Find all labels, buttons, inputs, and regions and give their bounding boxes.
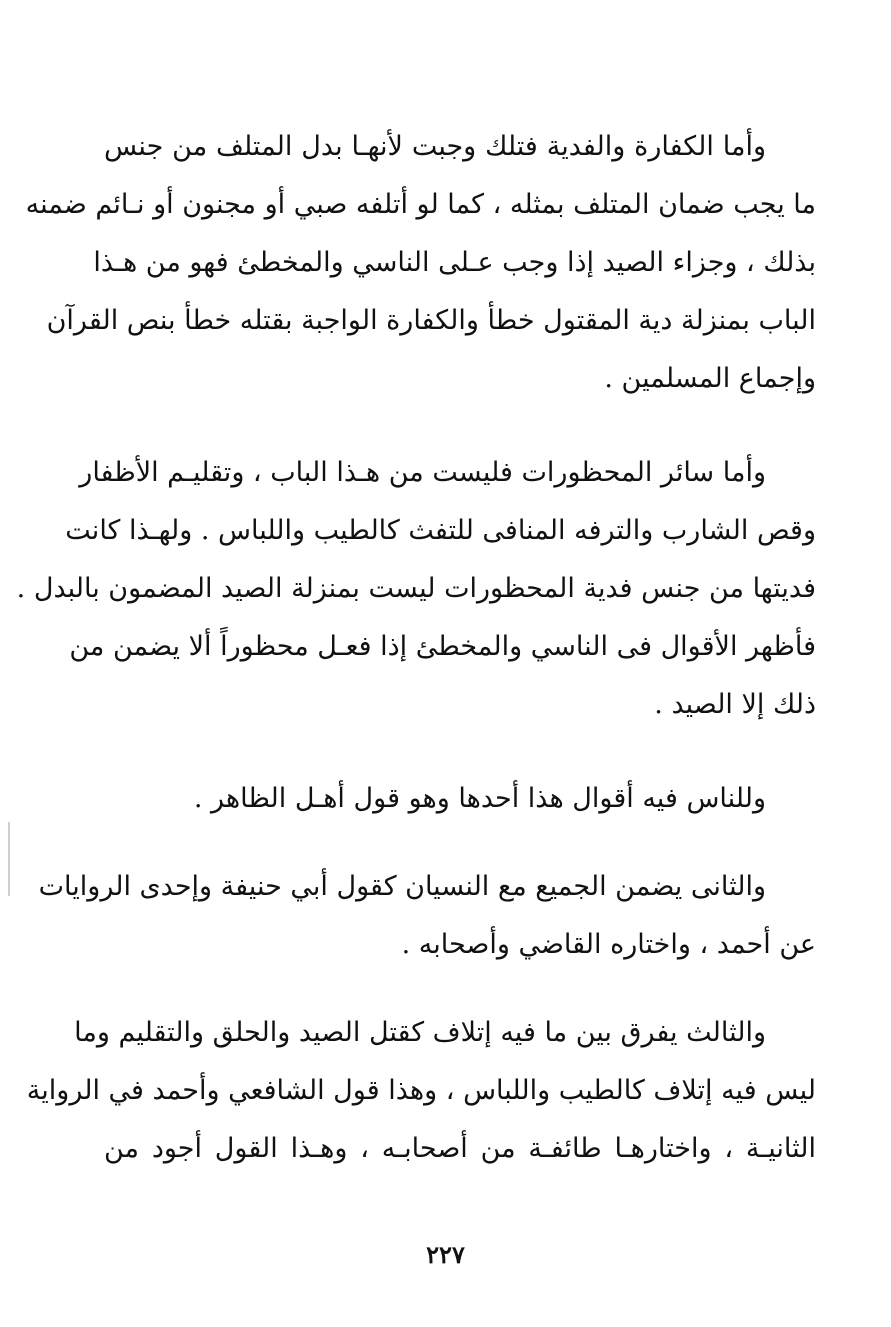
text-line: ما يجب ضمان المتلف بمثله ، كما لو أتلفه صبي أو مجنون أو نـائم ضمنه xyxy=(25,189,816,220)
paragraph-1 xyxy=(25,118,816,408)
text-line: ليس فيه إتلاف كالطيب واللباس ، وهذا قول الشافعي وأحمد في الرواية xyxy=(26,1075,816,1106)
text-line: بذلك ، وجزاء الصيد إذا وجب عـلى الناسي والمخطئ فهو من هـذا xyxy=(93,247,816,278)
text-line: والثالث يفرق بين ما فيه إتلاف كقتل الصيد والحلق والتقليم وما xyxy=(74,1017,766,1048)
paragraph-4 xyxy=(38,858,816,974)
text-line: ذلك إلا الصيد . xyxy=(654,689,816,720)
text-line: الثانيـة ، واختارهـا طائفـة من أصحابـه ، وهـذا القول أجود من xyxy=(104,1133,816,1164)
text-line: وللناس فيه أقوال هذا أحدها وهو قول أهـل الظاهر . xyxy=(193,783,766,814)
text-line: وإجماع المسلمين . xyxy=(604,363,816,394)
paragraph-2 xyxy=(16,444,816,734)
text-line: وأما سائر المحظورات فليست من هـذا الباب ، وتقليـم الأظفار xyxy=(79,457,766,488)
paragraph-5 xyxy=(26,1004,816,1178)
text-line: فديتها من جنس فدية المحظورات ليست بمنزلة الصيد المضمون بالبدل . xyxy=(16,573,816,604)
text-line: الباب بمنزلة دية المقتول خطأ والكفارة الواجبة بقتله خطأ بنص القرآن xyxy=(46,305,816,336)
paragraph-3 xyxy=(104,770,816,828)
page-number: ٢٢٧ xyxy=(426,1240,465,1269)
text-line: فأظهر الأقوال فى الناسي والمخطئ إذا فعـل محظوراً ألا يضمن من xyxy=(69,631,816,662)
text-line: والثانى يضمن الجميع مع النسيان كقول أبي حنيفة وإحدى الروايات xyxy=(38,871,766,902)
text-line: وقص الشارب والترفه المنافى للتفث كالطيب واللباس . ولهـذا كانت xyxy=(65,515,816,546)
text-line: وأما الكفارة والفدية فتلك وجبت لأنهـا بدل المتلف من جنس xyxy=(104,131,766,162)
text-line: عن أحمد ، واختاره القاضي وأصحابه . xyxy=(401,929,816,960)
page-body xyxy=(16,118,816,1178)
margin-mark xyxy=(8,822,10,896)
